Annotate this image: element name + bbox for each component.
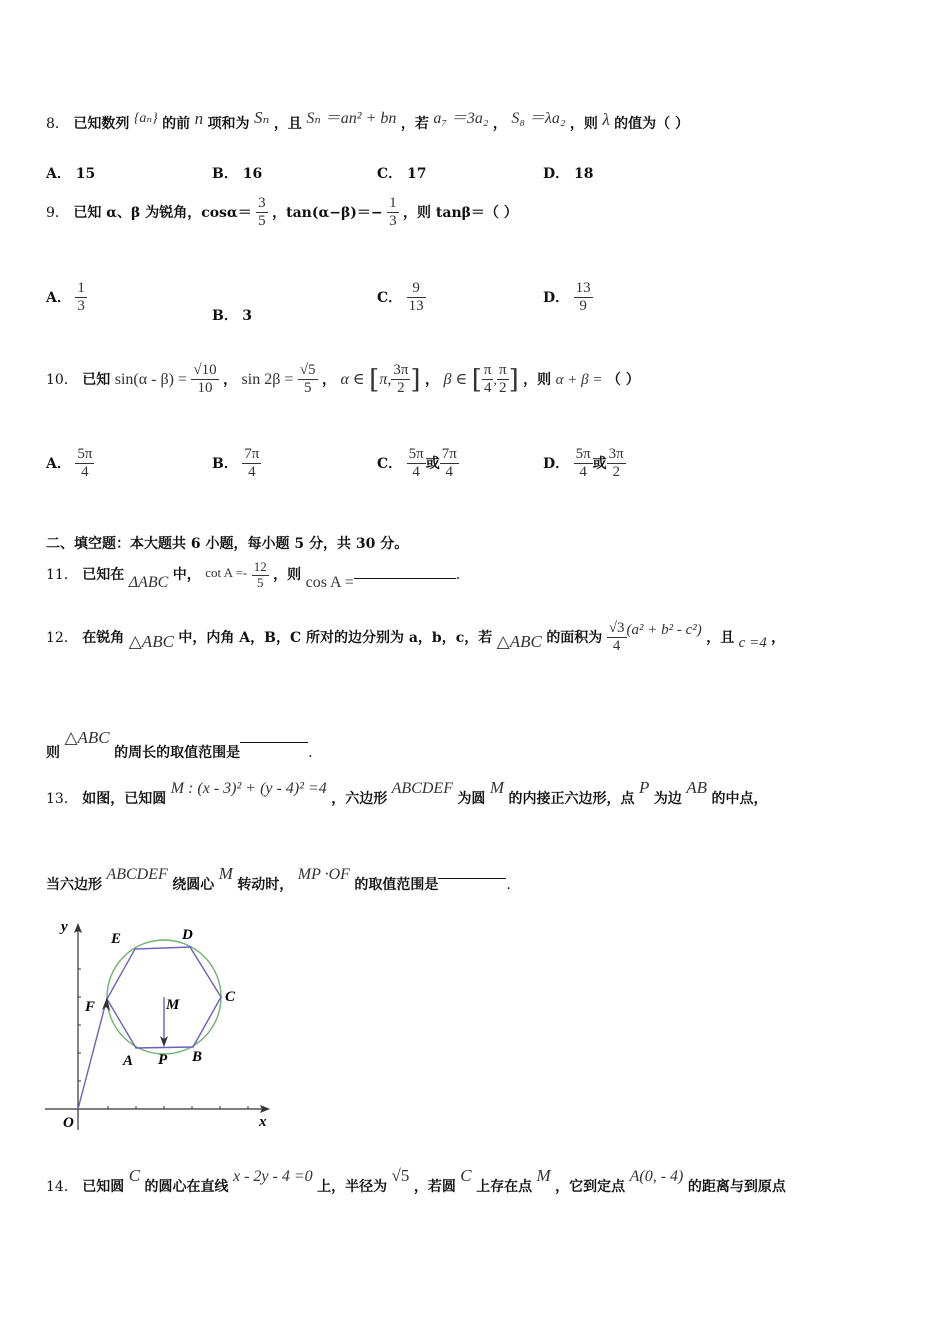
q12-answer-blank[interactable] — [240, 714, 308, 743]
q9-option-c[interactable]: C． $\frac{9}{13}$ — [377, 280, 424, 315]
q9-stem: 9． 已知 α、β 为锐角，cosα＝ $\frac{3}{5}$ ，tan(α−β)＝− $\frac{1}{3}$ ，则 tanβ＝（ ） — [46, 195, 518, 230]
q10-stem: 10． 已知 sin(α - β) = $\frac{√10}{10}$ ， sin 2β = $\frac{√5}{5}$ ， α ∈ [π, $\frac{3\pi}{2}$ ] ， β ∈ [ $\frac{\pi}{4}$ , $\frac{\pi}{2}$ ] ，则 α + β = （ ） — [46, 362, 640, 397]
q9-option-d[interactable]: D． $\frac{13}{9}$ — [543, 280, 591, 315]
vector-of-arrow — [102, 997, 110, 1011]
q8-number: 8． — [46, 116, 69, 132]
q11-answer-blank[interactable] — [354, 556, 456, 579]
label-c: C — [225, 989, 236, 1005]
q10-option-b[interactable]: B． $\frac{7\pi}{4}$ — [212, 446, 260, 481]
q10-option-c[interactable]: C． $\frac{5\pi}{4}$ 或 $\frac{7\pi}{4}$ — [377, 446, 457, 481]
label-x: x — [259, 1114, 267, 1130]
q12-stem-1: 12． 在锐角 △ABC 中，内角 A，B，C 所对的边分别为 a，b，c，若 △ABC 的面积为 $\frac{√3}{4}$ (a² + b² - c²) ，且 c =4 ， — [46, 620, 786, 655]
q8-option-c[interactable]: C． 17 — [377, 166, 427, 182]
label-o: O — [63, 1115, 74, 1131]
q8-stem: 8． 已知数列 {aₙ} 的前 n 项和为 Sₙ ，且 Sₙ ＝an² + bn ，若 a₇ ＝3a₂ ， S₈ ＝λa₂ ，则 λ 的值为（ ） — [46, 108, 690, 132]
q13-stem-2: 当六边形 ABCDEF 绕圆心 M 转动时， MP ·OF 的取值范围是 . — [46, 852, 511, 884]
q10-number: 10． — [46, 371, 78, 388]
q11-stem: 11． 已知在 ΔABC 中， cot A =- $\frac{12}{5}$ ，则 cos A = . — [46, 556, 460, 590]
label-d: D — [182, 927, 193, 943]
label-m: M — [166, 997, 180, 1013]
q9-option-b[interactable]: B． 3 — [212, 308, 253, 324]
q9-fraction-cos: $\frac{3}{5}$ — [258, 195, 266, 230]
q13-figure — [40, 915, 280, 1140]
q9-fraction-tan: $\frac{1}{3}$ — [389, 195, 397, 230]
q8-sequence: {aₙ} — [133, 111, 158, 126]
label-p: P — [158, 1052, 168, 1068]
q9-option-a[interactable]: A． $\frac{1}{3}$ — [46, 280, 85, 315]
q12-stem-2: 则 △ABC 的周长的取值范围是 . — [46, 714, 313, 748]
q14-stem: 14． 已知圆 C 的圆心在直线 x - 2y - 4 =0 上，半径为 √5 ，若圆 C 上存在点 M ，它到定点 A(0, - 4) 的距离与到原点 — [46, 1166, 786, 1195]
q10-option-a[interactable]: A． $\frac{5\pi}{4}$ — [46, 446, 93, 481]
q13-number: 13． — [46, 791, 78, 807]
section-heading: 二、填空题：本大题共 6 小题，每小题 5 分，共 30 分。 — [46, 536, 409, 552]
label-e: E — [111, 931, 122, 947]
q14-number: 14． — [46, 1179, 78, 1195]
q13-stem-1: 13． 如图，已知圆 M : (x - 3)² + (y - 4)² =4 ，六边形 ABCDEF 为圆 M 的内接正六边形，点 P 为边 AB 的中点， — [46, 778, 768, 807]
label-f: F — [85, 999, 96, 1015]
label-b: B — [192, 1049, 203, 1065]
q13-answer-blank[interactable] — [438, 852, 506, 879]
q8-option-a[interactable]: A． 15 — [46, 166, 96, 182]
q8-option-b[interactable]: B． 16 — [212, 166, 263, 182]
label-y: y — [61, 919, 68, 935]
q10-option-d[interactable]: D． $\frac{5\pi}{4}$ 或 $\frac{3\pi}{2}$ — [543, 446, 624, 481]
q12-number: 12． — [46, 629, 78, 646]
label-a: A — [123, 1053, 134, 1069]
q9-number: 9． — [46, 204, 69, 221]
vector-of — [78, 1002, 106, 1109]
q11-number: 11． — [46, 567, 78, 583]
q8-option-d[interactable]: D． 18 — [543, 166, 594, 182]
